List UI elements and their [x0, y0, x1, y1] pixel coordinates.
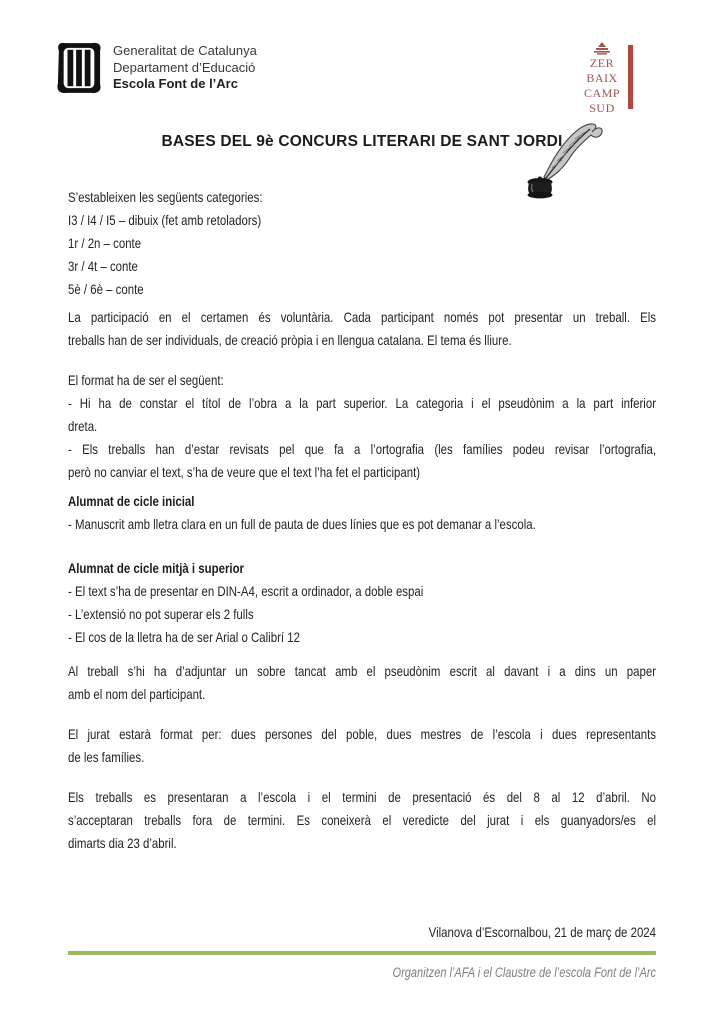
paragraph-line: - L’extensió no pot superar els 2 fulls [68, 606, 254, 622]
paragraph-line: - El text s’ha de presentar en DIN-A4, escrit a ordinador, a doble espai [68, 583, 424, 599]
paragraph-line: - El cos de la lletra ha de ser Arial o Calibrí 12 [68, 629, 300, 645]
jury-paragraph [68, 723, 656, 769]
cicle-mitja-heading: Alumnat de cicle mitjà i superior [68, 560, 245, 576]
paragraph-line: - Manuscrit amb lletra clara en un full de pauta de dues línies que es pot demanar a l’escola. [68, 516, 536, 532]
paragraph-line: El jurat estarà format per: dues persones del poble, dues mestres de l’escola i dues representants [68, 726, 657, 742]
envelope-paragraph [68, 660, 656, 706]
zer-red-bar [628, 45, 633, 109]
format-intro: El format ha de ser el següent: [68, 372, 224, 388]
organizers-text: Organitzen l’AFA i el Claustre de l’escola Font de l’Arc [392, 965, 657, 980]
paragraph-line: de les famílies. [68, 749, 145, 765]
category-item: 1r / 2n – conte [68, 235, 142, 251]
paragraph-line: La participació en el certamen és voluntària. Cada participant només pot presentar un treball. Els [68, 309, 657, 325]
paragraph-line: dimarts dia 23 d’abril. [68, 835, 177, 851]
category-item: 3r / 4t – conte [68, 258, 138, 274]
paragraph-line: dreta. [68, 418, 98, 434]
zer-line2: BAIX [586, 71, 618, 85]
zer-logo [583, 42, 633, 116]
zer-line1: ZER [589, 56, 615, 70]
category-item: 5è / 6è – conte [68, 281, 144, 297]
categories-section [68, 186, 656, 301]
cicle-inicial-heading: Alumnat de cicle inicial [68, 493, 195, 509]
zer-line3: CAMP [583, 86, 620, 100]
paragraph-line: s’acceptaran treballs fora de termini. Es coneixerà el veredicte del jurat i els guanyadors/es el [68, 812, 657, 828]
paragraph-line: - Hi ha de constar el títol de l’obra a la part superior. La categoria i el pseudònim a la part inferior [68, 395, 657, 411]
dateline: Vilanova d’Escornalbou, 21 de març de 2024 [428, 924, 657, 940]
footer-rule [68, 951, 656, 955]
cicle-mitja-section [68, 557, 656, 649]
generalitat-shield-icon [56, 40, 102, 96]
categories-intro: S’estableixen les següents categories: [68, 189, 263, 205]
organizers-block [68, 961, 656, 984]
zer-text-column [583, 42, 621, 116]
dateline-block [68, 921, 656, 944]
header-org-block [113, 40, 257, 96]
zer-line4: SUD [589, 101, 615, 115]
participation-paragraph [68, 306, 656, 352]
header-org-line1: Generalitat de Catalunya [113, 43, 257, 58]
cicle-inicial-section [68, 490, 656, 536]
paragraph-line: treballs han de ser individuals, de creació pròpia i en llengua catalana. El tema és lliure. [68, 332, 512, 348]
header [56, 40, 257, 96]
page-title: BASES DEL 9è CONCURS LITERARI DE SANT JORDI [161, 133, 563, 150]
paragraph-line: Al treball s’hi ha d’adjuntar un sobre tancat amb el pseudònim escrit al davant i a dins un paper [68, 663, 657, 679]
header-org-line2: Departament d’Educació [113, 59, 256, 75]
monastery-icon [593, 42, 611, 55]
format-section [68, 369, 656, 484]
paragraph-line: amb el nom del participant. [68, 686, 206, 702]
paragraph-line: Els treballs es presentaran a l’escola i el termini de presentació és del 8 al 12 d’abril. No [68, 789, 657, 805]
deadline-paragraph [68, 786, 656, 855]
paragraph-line: però no canviar el text, s’ha de veure que el text l’ha fet el participant) [68, 464, 421, 480]
header-school-name: Escola Font de l’Arc [113, 76, 238, 91]
paragraph-line: - Els treballs han d’estar revisats pel que fa a l’ortografia (les famílies podeu revisar l’ortografia, [68, 441, 657, 457]
category-item: I3 / I4 / I5 – dibuix (fet amb retoladors) [68, 212, 262, 228]
